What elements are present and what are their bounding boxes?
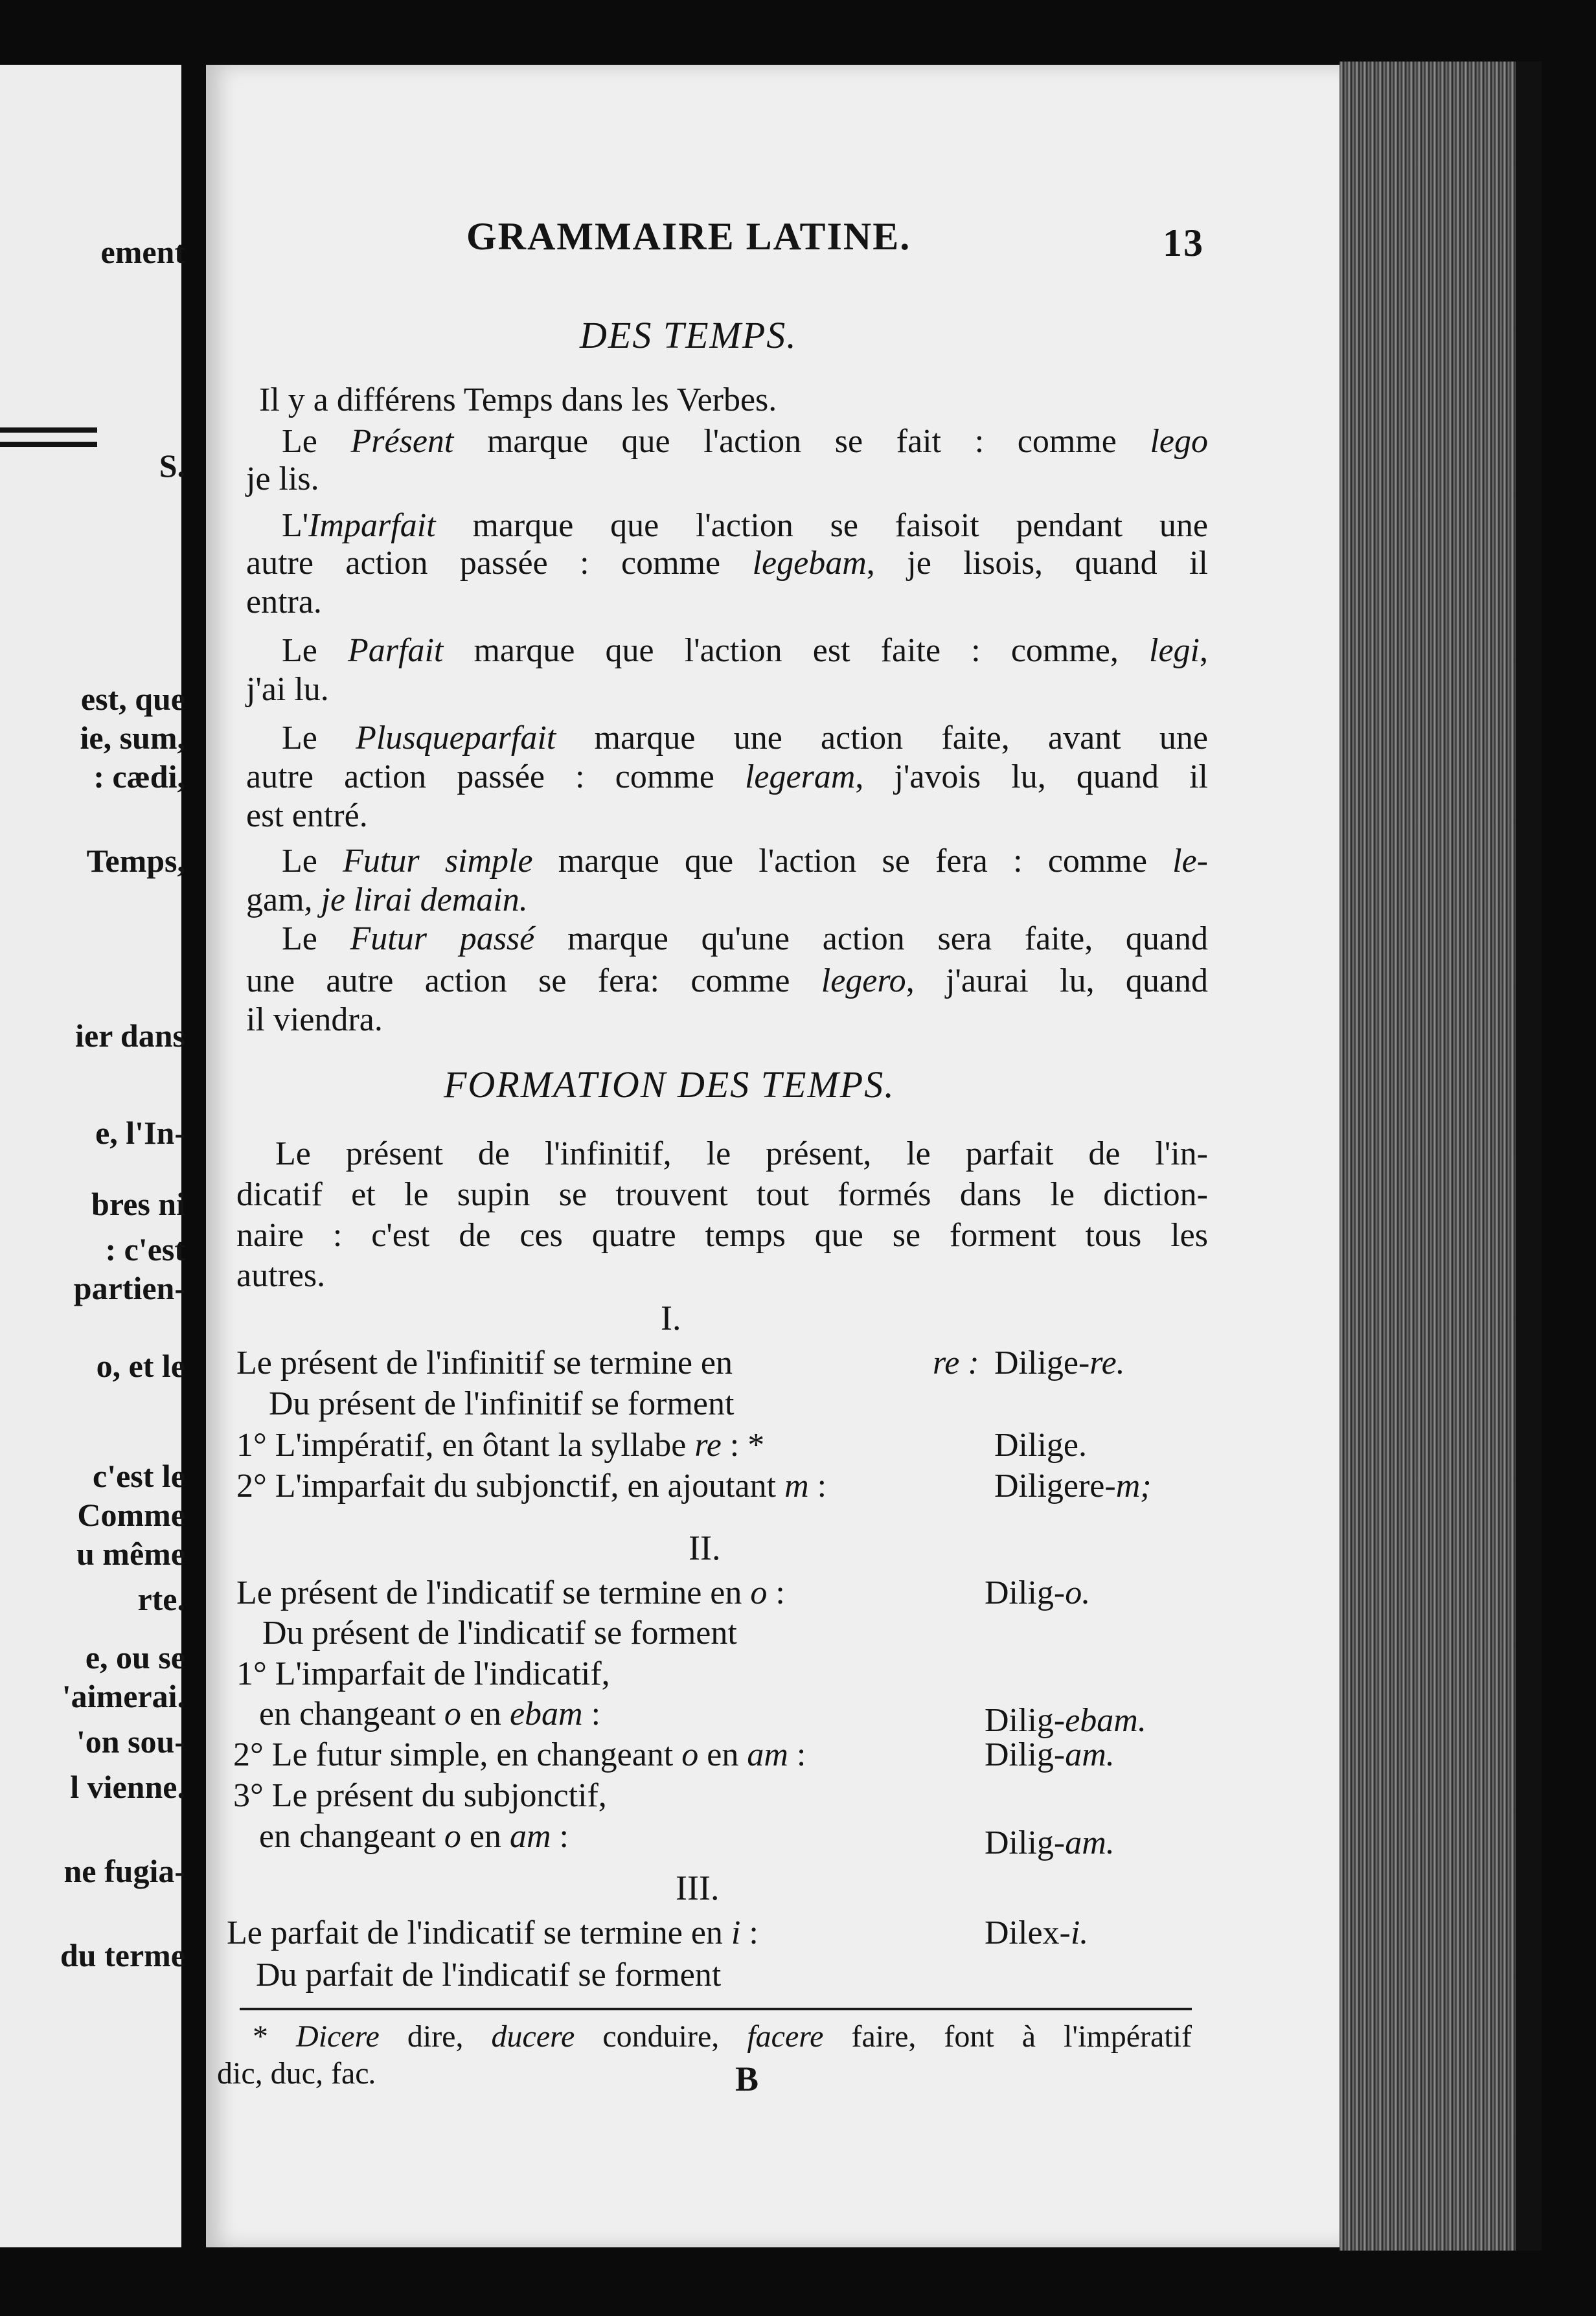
italic-word: le-: [1172, 843, 1208, 880]
body-line: [246, 962, 1208, 1001]
roman-numeral: II.: [689, 1528, 721, 1567]
paragraph-line: Le présent de l'infinitif, le présent, le parfait de l'in-: [275, 1135, 1208, 1172]
text-segment: 1° L'impératif, en ôtant la syllabe: [236, 1427, 695, 1464]
paradigm-form: [985, 1574, 1090, 1613]
text-segment: marque qu'une action sera faite, quand: [534, 920, 1209, 957]
left-page-fragment: e, ou se: [85, 1639, 185, 1675]
rule-row-left: [269, 1385, 734, 1424]
italic-word: ,: [255, 2056, 271, 2091]
text-segment: Dilex-: [985, 1914, 1071, 1951]
paradigm-form: [985, 1701, 1146, 1740]
text-segment: en: [698, 1736, 747, 1773]
text-segment: fac: [330, 2056, 369, 2091]
text-segment: Dilig-: [985, 1824, 1066, 1861]
italic-word: lego: [1150, 423, 1209, 460]
paradigm-form: [994, 1467, 1152, 1506]
rule-row-left: [236, 1426, 764, 1465]
text-segment: faire, font à l'impératif: [823, 2019, 1192, 2054]
italic-word: , je lirai demain.: [304, 881, 528, 918]
left-page-fragment: u même: [76, 1536, 185, 1572]
text-segment: Dilige-: [994, 1345, 1090, 1381]
text-segment: autre action passée : comme: [246, 758, 745, 795]
text-segment: Le présent de l'infinitif se termine en: [236, 1345, 733, 1381]
paradigm-form: [985, 1824, 1115, 1863]
text-segment: Le présent de l'indicatif se termine en: [236, 1574, 751, 1611]
signature-mark: B: [735, 2060, 759, 2098]
body-line: [246, 544, 1208, 583]
text-segment: :: [767, 1574, 785, 1611]
text-segment: dire,: [379, 2019, 492, 2054]
italic-word: Futur simple: [343, 843, 533, 880]
text-segment: Du présent de l'indicatif se forment: [262, 1615, 737, 1652]
rule-row-left: [259, 1817, 569, 1856]
text-segment: en changeant: [259, 1696, 444, 1732]
left-page-fragment: du terme: [60, 1937, 185, 1973]
text-segment: 2° L'imparfait du subjonctif, en ajoutant: [236, 1468, 785, 1504]
italic-word: ducere: [491, 2019, 575, 2054]
italic-word: am.: [1065, 1824, 1115, 1861]
roman-numeral: I.: [661, 1299, 681, 1337]
italic-word: .: [369, 2056, 377, 2091]
text-segment: :: [808, 1468, 827, 1504]
left-page-fragment: S.: [159, 448, 185, 484]
italic-word: legebam: [752, 545, 867, 582]
text-segment: Le: [282, 423, 351, 460]
text-segment: 3° Le présent du subjonctif,: [233, 1777, 607, 1814]
rule-row-left: [233, 1736, 806, 1775]
text-segment: en changeant: [259, 1818, 444, 1855]
footnote-rule: [240, 2008, 1192, 2010]
body-line: [282, 506, 1208, 545]
paragraph-line: dicatif et le supin se trouvent tout formés dans le diction-: [236, 1176, 1208, 1213]
body-line: [246, 797, 368, 835]
left-page-fragment: Comme: [77, 1497, 185, 1533]
text-segment: Diligere-: [994, 1468, 1116, 1504]
text-segment: :: [740, 1914, 758, 1951]
italic-word: Plusqueparfait: [356, 720, 556, 756]
rule-row-left: [233, 1777, 607, 1815]
text-segment: , je lisois, quand il: [866, 545, 1208, 582]
text-segment: je lis.: [246, 460, 319, 497]
body-line: [246, 670, 329, 709]
italic-word: re.: [1089, 1345, 1125, 1381]
text-segment: , j'aurai lu, quand: [906, 962, 1208, 999]
text-segment: *: [253, 2019, 297, 2054]
italic-word: o: [681, 1736, 699, 1773]
left-page-fragment: l vienne.: [70, 1769, 185, 1805]
page-edge: [1340, 62, 1534, 2251]
rule-ending: re :: [933, 1345, 979, 1381]
left-page-fragment: ement: [100, 234, 185, 270]
paradigm-form: [985, 1914, 1088, 1953]
rule-row-left: [236, 1467, 826, 1506]
paragraph-line: naire : c'est de ces quatre temps que se forment tous les: [236, 1217, 1208, 1254]
italic-word: m: [784, 1468, 809, 1504]
text-segment: duc: [270, 2056, 315, 2091]
italic-word: ebam.: [1065, 1702, 1146, 1739]
italic-word: o: [444, 1696, 461, 1732]
left-page-fragment: ne fugia-: [63, 1853, 185, 1889]
text-segment: L': [282, 507, 309, 544]
footnote-line-2: [217, 2054, 377, 2093]
body-line: [246, 583, 322, 622]
text-segment: en: [461, 1696, 510, 1732]
body-line: [246, 881, 528, 920]
left-page-fragment: 'on sou-: [76, 1723, 185, 1760]
rule-row-left: [262, 1614, 737, 1653]
italic-word: am.: [1065, 1736, 1115, 1773]
rule-row-left: [236, 1574, 785, 1613]
italic-word: Imparfait: [308, 507, 436, 544]
text-segment: Le: [282, 843, 343, 880]
text-segment: Du présent de l'infinitif se forment: [269, 1385, 735, 1422]
left-page-strip: [0, 65, 185, 2247]
text-segment: Le: [282, 632, 348, 669]
rule-row-left: [236, 1655, 610, 1694]
body-line: [246, 758, 1208, 797]
text-segment: Le parfait de l'indicatif se termine en: [227, 1914, 731, 1951]
italic-word: Présent: [350, 423, 454, 460]
left-page-fragment: : c'est: [105, 1231, 185, 1267]
body-line: [282, 631, 1208, 670]
left-page-fragment: ier dans: [75, 1017, 185, 1054]
italic-word: am: [509, 1818, 551, 1855]
italic-word: Parfait: [348, 632, 444, 669]
text-segment: :: [582, 1696, 601, 1732]
text-segment: :: [551, 1818, 569, 1855]
italic-word: o: [444, 1818, 461, 1855]
text-segment: une autre action se fera: comme: [246, 962, 821, 999]
paradigm-form: [994, 1344, 1125, 1383]
text-segment: 2° Le futur simple, en changeant: [233, 1736, 682, 1773]
left-page-fragment: ie, sum,: [80, 720, 185, 756]
text-segment: , j'avois lu, quand il: [855, 758, 1208, 795]
text-segment: Le: [282, 720, 356, 756]
left-page-fragment: partien-: [73, 1270, 185, 1306]
text-segment: Le: [282, 920, 350, 957]
italic-word: o.: [1065, 1574, 1091, 1611]
body-line: [282, 920, 1208, 959]
left-page-fragment: : cædi,: [93, 758, 185, 795]
italic-word: facere: [747, 2019, 824, 2054]
body-line: [246, 1001, 383, 1039]
italic-word: i.: [1070, 1914, 1089, 1951]
left-page-rule-b: [0, 442, 97, 447]
italic-word: am: [747, 1736, 788, 1773]
paradigm-form: [994, 1426, 1087, 1465]
text-segment: gam: [246, 881, 304, 918]
italic-word: i: [731, 1914, 741, 1951]
body-line: [282, 842, 1208, 881]
text-segment: marque que l'action est faite : comme,: [443, 632, 1150, 669]
text-segment: marque une action faite, avant une: [556, 720, 1208, 756]
italic-word: o: [750, 1574, 768, 1611]
italic-word: re: [694, 1427, 722, 1464]
text-segment: marque que l'action se faisoit pendant une: [435, 507, 1208, 544]
footnote-line-1: [253, 2017, 1192, 2056]
body-line: [282, 719, 1208, 758]
page-number: 13: [1163, 221, 1204, 264]
text-segment: Dilige.: [994, 1427, 1087, 1464]
italic-word: m;: [1115, 1468, 1152, 1504]
left-page-fragment: est, que: [80, 681, 185, 717]
paradigm-form: [985, 1736, 1115, 1775]
section-title-formation: FORMATION DES TEMPS.: [444, 1063, 895, 1106]
running-title: GRAMMAIRE LATINE.: [466, 215, 911, 258]
text-segment: Dilig-: [985, 1574, 1066, 1611]
left-page-fragment: 'aimerai.: [62, 1678, 185, 1714]
left-page-fragment: o, et le: [96, 1348, 185, 1384]
rule-row-left: [236, 1344, 733, 1383]
left-page-rule-a: [0, 427, 97, 433]
text-segment: entra.: [246, 584, 322, 620]
text-segment: est entré.: [246, 797, 368, 834]
paragraph-line: autres.: [236, 1257, 326, 1294]
page-edge-shadow: [1516, 62, 1542, 2251]
text-segment: en: [461, 1818, 510, 1855]
left-page-fragment: rte.: [137, 1581, 185, 1617]
body-line: [246, 460, 319, 499]
text-segment: :: [788, 1736, 806, 1773]
rule-row-left: [259, 1695, 600, 1734]
text-segment: : *: [721, 1427, 765, 1464]
italic-word: ,: [315, 2056, 331, 2091]
roman-numeral: III.: [676, 1868, 720, 1907]
italic-word: legero: [821, 962, 906, 999]
italic-word: legi: [1149, 632, 1200, 669]
left-page-fragment: c'est le: [93, 1458, 185, 1494]
rule-row-left: [227, 1914, 758, 1953]
left-page-fragment: bres ni: [91, 1186, 185, 1222]
text-segment: ,: [1200, 632, 1209, 669]
text-segment: dic: [217, 2056, 255, 2091]
italic-word: ebam: [509, 1696, 583, 1732]
text-segment: conduire,: [575, 2019, 747, 2054]
italic-word: Dicere: [296, 2019, 380, 2054]
italic-word: legeram: [744, 758, 856, 795]
section-title-des-temps: DES TEMPS.: [580, 314, 797, 356]
text-segment: Dilig-: [985, 1702, 1066, 1739]
text-segment: autre action passée : comme: [246, 545, 753, 582]
rule-row-left: [256, 1956, 721, 1995]
text-segment: marque que l'action se fera : comme: [532, 843, 1173, 880]
text-segment: Dilig-: [985, 1736, 1066, 1773]
text-segment: Du parfait de l'indicatif se forment: [256, 1957, 722, 1993]
left-page-fragment: e, l'In-: [95, 1115, 185, 1151]
intro-line: Il y a différens Temps dans les Verbes.: [259, 381, 777, 418]
text-segment: il viendra.: [246, 1001, 383, 1038]
italic-word: Futur passé: [350, 920, 535, 957]
left-page-fragment: Temps,: [86, 843, 185, 879]
text-segment: 1° L'imparfait de l'indicatif,: [236, 1655, 610, 1692]
text-segment: j'ai lu.: [246, 671, 329, 708]
text-segment: marque que l'action se fait : comme: [453, 423, 1150, 460]
body-line: [282, 422, 1208, 461]
